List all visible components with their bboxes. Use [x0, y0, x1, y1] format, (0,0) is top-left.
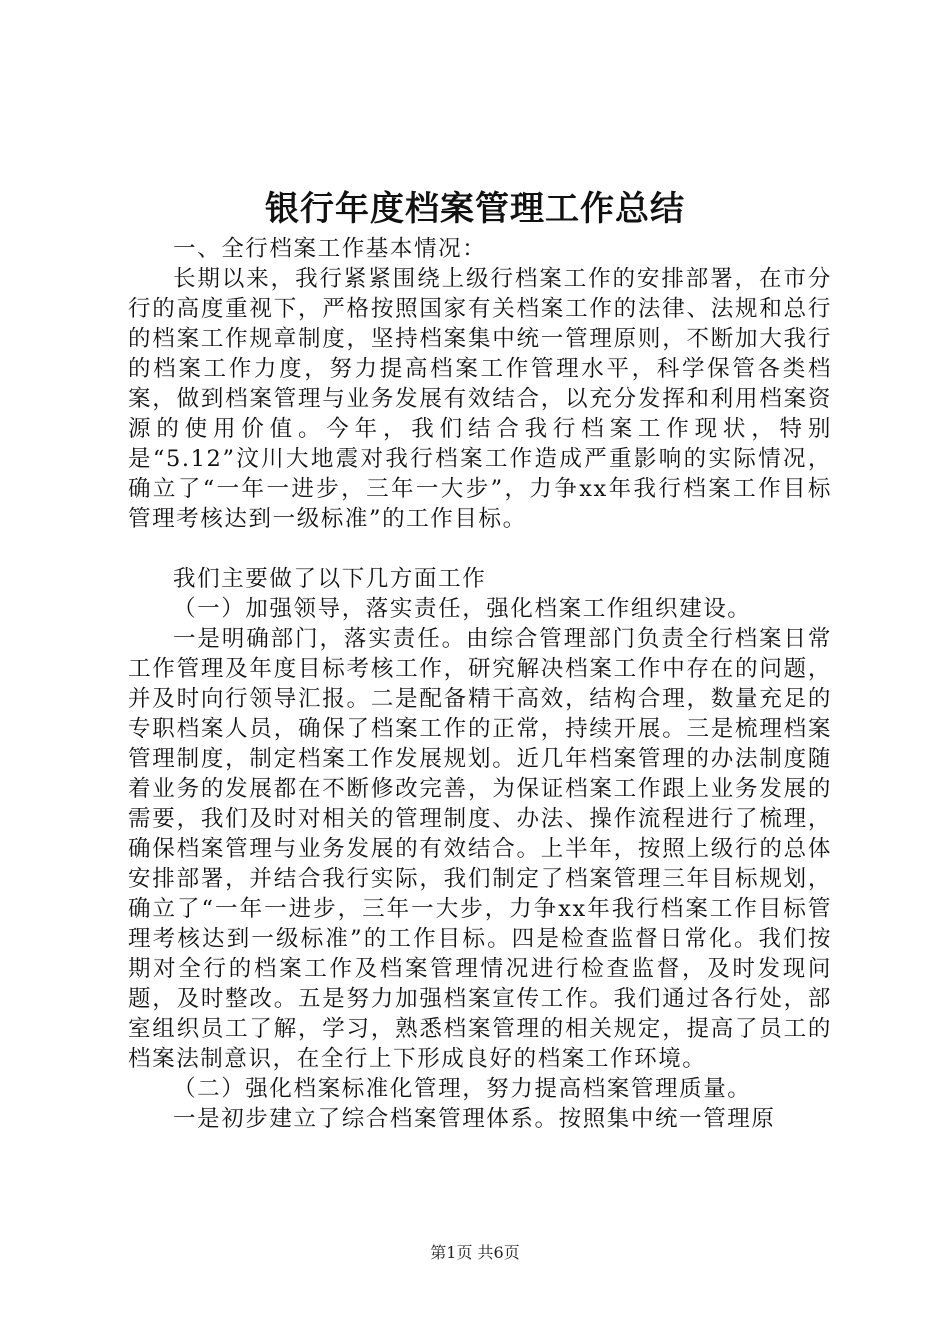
- paragraph-gap: [128, 534, 832, 564]
- document-body: [128, 234, 832, 1134]
- paragraph-system: 一是初步建立了综合档案管理体系。按照集中统一管理原: [173, 1106, 776, 1132]
- paragraph-overview: 长期以来，我行紧紧围绕上级行档案工作的安排部署，在市分行的高度重视下，严格按照国家有关档案工作的法律、法规和总行的档案工作规章制度，坚持档案集中统一管理原则，不断加大我行的档案工作力度，努力提高档案工作管理水平，科学保管各类档案，做到档案管理与业务发展有效结合，以充分发挥和利用档案资源的使用价值。今年，我们结合我行档案工作现状，特别是“5.12”汶川大地震对我行档案工作造成严重影响的实际情况，确立了“一年一进步，三年一大步”，力争xx年我行档案工作目标管理考核达到一级标准”的工作目标。: [128, 266, 832, 532]
- document-title: 银行年度档案管理工作总结: [265, 189, 685, 229]
- page-footer: 第1页 共6页: [430, 1243, 520, 1262]
- subsection-heading-2: （二）强化档案标准化管理，努力提高档案管理质量。: [173, 1076, 752, 1102]
- subsection-heading-1: （一）加强领导，落实责任，强化档案工作组织建设。: [173, 596, 752, 622]
- paragraph-work-intro: 我们主要做了以下几方面工作: [173, 566, 487, 592]
- section-heading-1: 一、全行档案工作基本情况：: [173, 236, 487, 262]
- paragraph-leadership: 一是明确部门，落实责任。由综合管理部门负责全行档案日常工作管理及年度目标考核工作，研究解决档案工作中存在的问题，并及时向行领导汇报。二是配备精干高效，结构合理，数量充足的专职档案人员，确保了档案工作的正常，持续开展。三是梳理档案管理制度，制定档案工作发展规划。近几年档案管理的办法制度随着业务的发展都在不断修改完善，为保证档案工作跟上业务发展的需要，我们及时对相关的管理制度、办法、操作流程进行了梳理，确保档案管理与业务发展的有效结合。上半年，按照上级行的总体安排部署，并结合我行实际，我们制定了档案管理三年目标规划，确立了“一年一进步，三年一大步，力争xx年我行档案工作目标管理考核达到一级标准”的工作目标。四是检查监督日常化。我们按期对全行的档案工作及档案管理情况进行检查监督，及时发现问题，及时整改。五是努力加强档案宣传工作。我们通过各行处，部室组织员工了解，学习，熟悉档案管理的相关规定，提高了员工的档案法制意识，在全行上下形成良好的档案工作环境。: [128, 626, 832, 1072]
